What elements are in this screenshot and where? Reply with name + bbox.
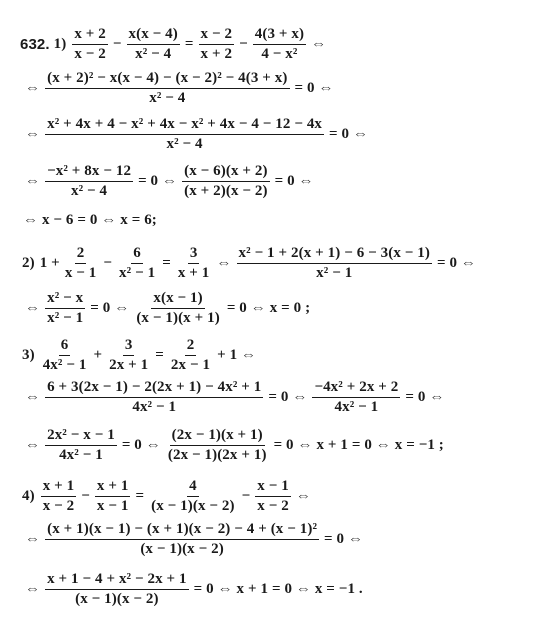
fraction-denominator: (x − 1)(x + 1) [136, 310, 220, 327]
fraction [45, 521, 319, 559]
fraction [95, 478, 131, 516]
math-operator: ⇔ [25, 531, 41, 548]
part-2-label: 2) [22, 255, 35, 272]
math-operator: ⇔ [25, 80, 41, 97]
math-operator: = 0 ⇔ [436, 255, 477, 272]
fraction-denominator: 4x² − 1 [42, 357, 87, 374]
math-operator: = [184, 36, 194, 53]
fraction-numerator: −x² + 8x − 12 [45, 163, 133, 182]
math-expression [39, 478, 314, 516]
fraction [176, 245, 212, 283]
fraction-denominator: (x − 1)(x − 2) [151, 498, 235, 515]
fraction-denominator: (2x − 1)(2x + 1) [167, 447, 267, 464]
fraction-numerator: x(x − 4) [127, 26, 180, 45]
fraction-denominator: (x − 1)(x − 2) [75, 591, 159, 608]
math-expression [22, 571, 366, 609]
fraction [41, 478, 77, 516]
part-3-label: 3) [22, 347, 35, 364]
math-operator: = 0 ⇔ [90, 300, 130, 317]
fraction-denominator: x + 1 [177, 265, 210, 282]
fraction-denominator: x² − 1 [316, 265, 353, 282]
fraction [63, 245, 99, 283]
math-operator: ⇔ [216, 255, 232, 272]
math-expression [39, 245, 479, 283]
math-operator: = [135, 488, 145, 505]
fraction-numerator: x − 1 [255, 478, 291, 497]
fraction-denominator: 2x + 1 [109, 357, 149, 374]
math-expression [39, 337, 259, 375]
math-operator: ⇔ [295, 488, 311, 505]
part-1-label: 1) [53, 36, 67, 53]
fraction-denominator: x − 1 [64, 265, 97, 282]
math-operator: = 0 ⇔ [294, 80, 334, 97]
fraction-numerator: 6 + 3(2x − 1) − 2(2x + 1) − 4x² + 1 [45, 379, 263, 398]
fraction-denominator: x − 1 [96, 498, 129, 515]
math-operator: = 0 ⇔ [138, 173, 178, 190]
fraction-denominator: x − 2 [257, 498, 289, 515]
fraction [166, 427, 269, 465]
fraction [312, 379, 400, 417]
math-operator: − [103, 255, 113, 272]
fraction-denominator: x − 2 [74, 46, 106, 63]
fraction [45, 116, 324, 154]
part-2-line-1 [22, 245, 479, 283]
fraction-denominator: x + 2 [200, 46, 233, 63]
math-operator: = [155, 347, 164, 364]
fraction-denominator: x² − 4 [166, 136, 203, 153]
math-operator: = 0 ⇔ x = 0 ; [226, 300, 311, 317]
fraction [45, 70, 289, 108]
fraction-denominator: (x − 1)(x − 2) [140, 541, 224, 558]
fraction-numerator: x + 1 [95, 478, 131, 497]
part-3-line-1 [22, 337, 259, 375]
math-expression [22, 521, 366, 559]
fraction [107, 337, 150, 375]
fraction-numerator: x(x − 1) [151, 290, 204, 309]
fraction-numerator: x + 2 [72, 26, 108, 45]
part-1-line-1 [20, 26, 329, 64]
fraction [169, 337, 212, 375]
math-operator: = 0 ⇔ [405, 389, 445, 406]
part-4-line-1 [22, 478, 314, 516]
fraction [117, 245, 157, 283]
math-operator: ⇔ [25, 437, 41, 454]
fraction-denominator: (x + 2)(x − 2) [184, 183, 268, 200]
fraction-denominator: 4 − x² [261, 46, 298, 63]
fraction-numerator: −4x² + 2x + 2 [312, 379, 400, 398]
math-text: 1 + [39, 255, 60, 272]
part-1-line-5 [22, 212, 158, 229]
fraction [45, 379, 263, 417]
fraction [72, 26, 108, 64]
fraction [255, 478, 291, 516]
math-operator: + [93, 347, 103, 364]
fraction [41, 337, 89, 375]
fraction [149, 478, 236, 516]
fraction-denominator: x² − 1 [119, 265, 156, 282]
fraction-denominator: 4x² − 1 [334, 399, 379, 416]
fraction-numerator: 6 [131, 245, 143, 264]
fraction-numerator: 6 [59, 337, 71, 356]
fraction-numerator: 4 [187, 478, 199, 497]
part-4-line-3 [22, 571, 366, 609]
math-operator: − [112, 36, 122, 53]
part-3-line-2 [22, 379, 447, 417]
fraction [134, 290, 221, 328]
math-expression [22, 163, 317, 201]
fraction [182, 163, 269, 201]
math-expression [22, 379, 447, 417]
math-operator: = 0 ⇔ [121, 437, 161, 454]
math-operator: ⇔ [25, 581, 41, 598]
math-operator: = 0 ⇔ x + 1 = 0 ⇔ x = −1 . [193, 581, 363, 598]
fraction [127, 26, 180, 64]
part-1-line-3 [22, 116, 371, 154]
fraction-denominator: 4x² − 1 [59, 447, 103, 464]
fraction-numerator: 3 [188, 245, 200, 264]
math-operator: = 0 ⇔ [268, 389, 308, 406]
part-1-line-4 [22, 163, 317, 201]
fraction-numerator: 2 [185, 337, 197, 356]
math-operator: = 0 ⇔ [329, 126, 369, 143]
fraction [237, 245, 432, 283]
math-operator: + 1 ⇔ [217, 347, 257, 364]
math-expression [70, 26, 329, 64]
math-operator: ⇔ [25, 300, 41, 317]
math-operator: = [162, 255, 171, 272]
fraction-numerator: x − 2 [199, 26, 235, 45]
fraction-numerator: (x + 1)(x − 1) − (x + 1)(x − 2) − 4 + (x − 1)² [45, 521, 319, 540]
fraction-denominator: x² − 4 [71, 183, 108, 200]
fraction-numerator: x + 1 [41, 478, 77, 497]
fraction-denominator: 4x² − 1 [132, 399, 177, 416]
part-2-line-2 [22, 290, 313, 328]
math-operator: − [239, 36, 248, 53]
fraction-denominator: x − 2 [42, 498, 75, 515]
math-operator: = 0 ⇔ x + 1 = 0 ⇔ x = −1 ; [273, 437, 444, 454]
fraction-numerator: 2 [75, 245, 87, 264]
fraction-numerator: 3 [123, 337, 135, 356]
math-operator: = 0 ⇔ [324, 531, 364, 548]
part-3-line-3 [22, 427, 447, 465]
fraction-numerator: x² − x [45, 290, 85, 309]
math-expression [22, 427, 447, 465]
fraction-numerator: (x − 6)(x + 2) [182, 163, 269, 182]
problem-number: 632. [20, 36, 50, 54]
math-expression [22, 116, 371, 154]
fraction [45, 427, 117, 465]
fraction-numerator: 4(3 + x) [253, 26, 306, 45]
math-operator: − [81, 488, 90, 505]
part-4-label: 4) [22, 488, 35, 505]
math-operator: ⇔ [25, 389, 41, 406]
math-operator: = 0 ⇔ [274, 173, 314, 190]
math-text: ⇔ x − 6 = 0 ⇔ x = 6; [23, 212, 157, 228]
fraction [45, 163, 133, 201]
math-operator: − [241, 488, 251, 505]
math-expression [22, 290, 313, 328]
fraction-numerator: x² − 1 + 2(x + 1) − 6 − 3(x − 1) [237, 245, 432, 264]
part-1-line-2 [22, 70, 337, 108]
part-4-line-2 [22, 521, 366, 559]
fraction-denominator: x² − 4 [135, 46, 172, 63]
fraction-denominator: x² − 4 [149, 90, 186, 107]
fraction-denominator: 2x − 1 [170, 357, 211, 374]
fraction-denominator: x² − 1 [47, 310, 84, 327]
fraction-numerator: x² + 4x + 4 − x² + 4x − x² + 4x − 4 − 12 − 4x [45, 116, 324, 135]
math-operator: ⇔ [311, 36, 327, 53]
fraction [45, 290, 85, 328]
math-operator: ⇔ [25, 126, 41, 143]
fraction-numerator: x + 1 − 4 + x² − 2x + 1 [45, 571, 189, 590]
fraction [253, 26, 306, 64]
math-expression [22, 70, 337, 108]
fraction [45, 571, 189, 609]
fraction-numerator: (x + 2)² − x(x − 4) − (x − 2)² − 4(3 + x) [45, 70, 289, 89]
fraction-numerator: (2x − 1)(x + 1) [170, 427, 265, 446]
fraction [199, 26, 235, 64]
math-expression [22, 212, 158, 229]
fraction-numerator: 2x² − x − 1 [45, 427, 117, 446]
math-operator: ⇔ [25, 173, 41, 190]
